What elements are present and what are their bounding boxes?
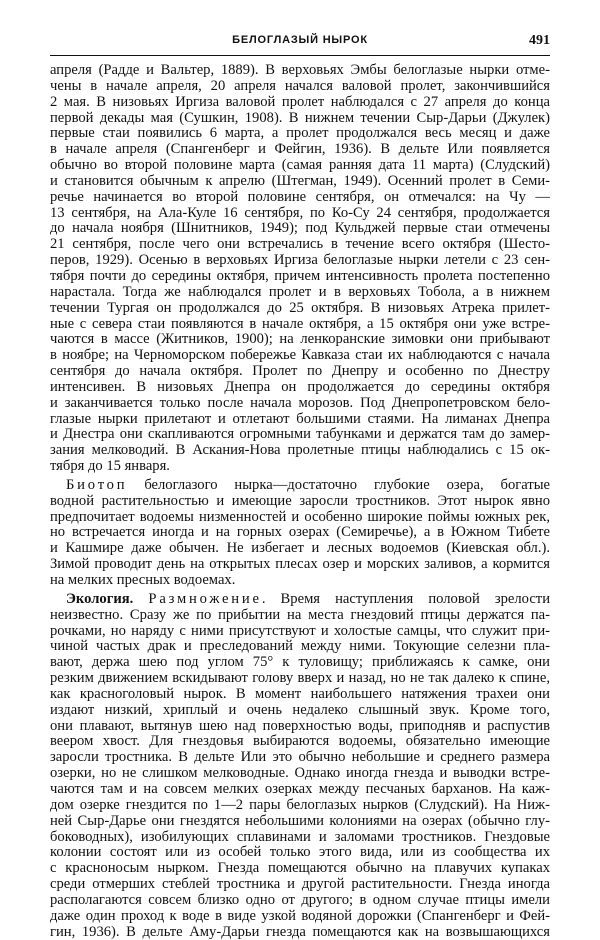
text-line: на мелких пресных водоемах.: [50, 573, 236, 588]
section-term-reproduction: Размножение: [148, 591, 262, 607]
page-number: 491: [529, 33, 550, 48]
text-line: [50, 478, 550, 494]
text-line: Зимой проводит день на открытых плесах озер и морских заливов, а кормится: [50, 557, 550, 573]
text-line: нарастала. Тогда же наблюдался пролет и в верховьях Тобола, а в нижнем: [50, 284, 550, 300]
paragraph-biotope: [50, 478, 550, 589]
text-line: рочками, но наряду с ними присутствуют и холостые самцы, что служит при-: [50, 623, 550, 639]
text-line: ные с севера стаи появляются в начале октября, а 15 октября они уже встре-: [50, 316, 550, 332]
text-line: и Днестра они скапливаются огромными табунками и держатся там до замер-: [50, 427, 550, 443]
text-line: интенсивен. В низовьях Днепра он продолжается до середины октября: [50, 379, 550, 395]
running-title: БЕЛОГЛАЗЫЙ НЫРОК: [232, 34, 368, 46]
text-line: они плавают, вытянув шею над поверхностью воды, приподняв и распустив: [50, 718, 550, 734]
text-line: боководных), изобилующих сплавинами и заломами тростников. Гнездовые: [50, 829, 550, 845]
text-line: колонии состоят или из особей только этого вида, или из сообщества их: [50, 845, 550, 861]
text-line: озерки, но не слишком мелководные. Однако иногда гнезда и выводки встре-: [50, 766, 550, 782]
text-line: и становится обычным к апрелю (Штегман, 1949). Осенний пролет в Семи-: [50, 173, 550, 189]
text-line: тября почти до середины октября, причем интенсивность пролета постепенно: [50, 268, 550, 284]
text-line: зания мелководий. В Аскания-Нова пролетные птицы наблюдались с 15 ок-: [50, 443, 550, 459]
text-line: перов, 1929). Осенью в верховьях Иргиза белоглазые нырки летели с 23 сен-: [50, 253, 550, 269]
text-line: дом озерке гнездится по 1—2 пары белоглазых нырков (Слудский). На Ниж-: [50, 797, 550, 813]
text-line: 21 сентября, после чего они встречались в течение всего октября (Шесто-: [50, 237, 550, 253]
line-text: белоглазого нырка—достаточно глубокие озера, богатые: [127, 477, 550, 493]
text-line: в начале апреля (Спангенберг и Фейгин, 1936). В дельте Или появляется: [50, 142, 550, 158]
text-line: обычно во второй половине марта (самая ранняя дата 11 марта) (Слудский): [50, 158, 550, 174]
text-line: как красноголовый нырок. В момент наибольшего натяжения трахеи они: [50, 686, 550, 702]
text-line: располагаются совсем близко одно от другого; в одном случае птицы имели: [50, 892, 550, 908]
text-line: глазые нырки прилетают и отлетают большими стаями. На лиманах Днепра: [50, 411, 550, 427]
text-line: течении Тургая он продолжался до 25 октября. В низовьях Атрека прилет-: [50, 300, 550, 316]
text-line: водной растительностью и имеющие заросли тростников. Этот нырок явно: [50, 493, 550, 509]
section-heading-ecology: Экология.: [66, 591, 134, 607]
text-line: речье начинается во второй половине сентября, он отмечался: на Чу —: [50, 189, 550, 205]
text-line: первые стаи появились 6 марта, а пролет продолжался весь месяц и даже: [50, 126, 550, 142]
text-line: чаются там и на совсем мелких озерках между песчаных барханов. На каж-: [50, 781, 550, 797]
text-line: с красноносым нырком. Гнезда помещаются обычно на плавучих купаках: [50, 861, 550, 877]
text-line: чены в начале апреля, 20 апреля начался валовой пролет, закончившийся: [50, 78, 550, 94]
running-head: [50, 34, 550, 52]
text-line: издают низкий, хриплый и очень недалеко слышный звук. Кроме того,: [50, 702, 550, 718]
text-line: 13 сентября, на Ала-Куле 16 сентября, по Ко-Су 24 сентября, продолжается: [50, 205, 550, 221]
text-line: [50, 592, 550, 608]
text-line: резким движением вскидывают голову вверх и назад, но не так далеко к спине,: [50, 671, 550, 687]
text-line: в ноябре; на Черноморском побережье Кавказа стаи их наблюдаются с начала: [50, 348, 550, 364]
text-line: ней Сыр-Дарье они гнездятся небольшими колониями на озерах (обычно глу-: [50, 813, 550, 829]
text-line: 2 мая. В низовьях Иргиза валовой пролет наблюдался с 27 апреля до конца: [50, 94, 550, 110]
text-line: и заканчивается только после начала морозов. Под Днепропетровском бело-: [50, 395, 550, 411]
text-line: до начала ноября (Шнитников, 1949); под Кульджей первые стаи отмечены: [50, 221, 550, 237]
line-text: . Время наступления половой зрелости: [261, 591, 550, 607]
text-line: и Кашмире даже обычен. Не избегает и лесных водоемов (Киевская обл.).: [50, 541, 550, 557]
header-rule: [50, 55, 550, 56]
text-line: чиной частых драк и преследований между ними. Токующие селезни пла-: [50, 639, 550, 655]
body-text: [50, 63, 550, 940]
text-line: веером хвост. Для гнездовья выбираются водоемы, обязательно имеющие: [50, 734, 550, 750]
paragraph-ecology: [50, 592, 550, 940]
text-line: вают, держа шею под углом 75° к туловищу; приближаясь к самке, они: [50, 655, 550, 671]
text-line: заросли тростника. В дельте Или это обычно небольшие и среднего размера: [50, 750, 550, 766]
text-line: сентября до начала октября. Пролет по Днепру и особенно по Днестру: [50, 364, 550, 380]
section-term-biotope: Биотоп: [66, 477, 128, 493]
text-line: предпочитает водоемы низменностей и особенно широкие поймы южных рек,: [50, 509, 550, 525]
paragraph-migration: [50, 63, 550, 475]
text-line: тября до 15 января.: [50, 459, 170, 475]
text-line: среди отмерших стеблей тростника и другой растительности. Гнезда иногда: [50, 877, 550, 893]
text-line: чаются в массе (Житников, 1900); на ленкоранские зимовки они прибывают: [50, 332, 550, 348]
text-line: неизвестно. Сразу же по прибытии на места гнездовий птицы держатся па-: [50, 607, 550, 623]
text-line: апреля (Радде и Вальтер, 1889). В верховьях Эмбы белоглазые нырки отме-: [50, 63, 550, 78]
text-line: первой декады мая (Сушкин, 1908). В нижнем течении Сыр-Дарьи (Джулек): [50, 110, 550, 126]
text-line: гин, 1936). В дельте Аму-Дарьи гнезда помещаются как на возвышающихся: [50, 924, 550, 940]
text-line: но встречается иногда и на горных озерах (Семиречье), а в Южном Тибете: [50, 525, 550, 541]
text-line: даже один проход к воде в виде узкой водяной дорожки (Спангенберг и Фей-: [50, 908, 550, 924]
